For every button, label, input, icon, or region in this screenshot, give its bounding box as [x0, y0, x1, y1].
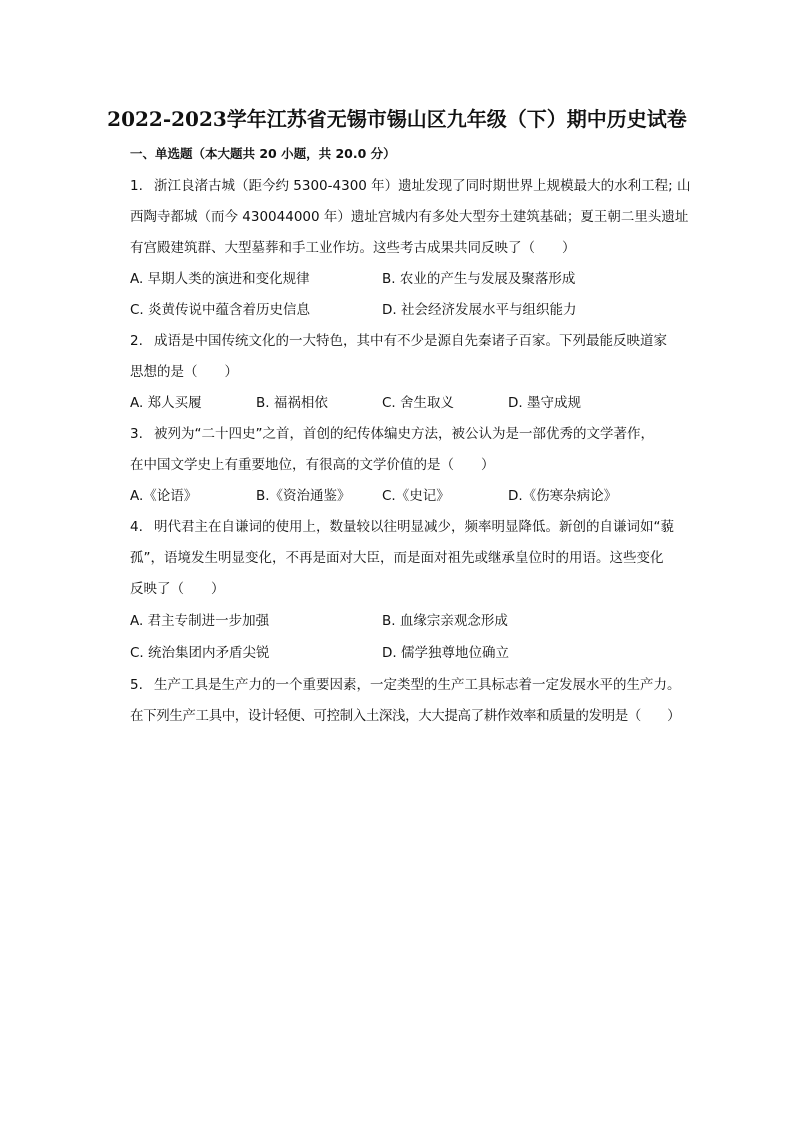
question-5-number: 5.: [130, 677, 143, 693]
question-2-option-d: D. 墨守成规: [508, 395, 581, 411]
question-3-line-2: 在中国文学史上有重要地位，有很高的文学价值的是（ ）: [130, 457, 495, 473]
question-3-line-1: 3. 被列为“二十四史”之首，首创的纪传体编史方法，被公认为是一部优秀的文学著作，: [130, 426, 654, 442]
question-2-number: 2.: [130, 333, 143, 349]
question-1-line-3: 有宫殿建筑群、大型墓葬和手工业作坊。这些考古成果共同反映了（ ）: [130, 240, 576, 256]
exam-title: 2022-2023学年江苏省无锡市锡山区九年级（下）期中历史试卷: [107, 107, 687, 131]
question-5-line-1: 5. 生产工具是生产力的一个重要因素，一定类型的生产工具标志着一定发展水平的生产力。: [130, 677, 681, 693]
question-3-option-b: B.《资治通鉴》: [256, 488, 351, 504]
question-3-option-a: A.《论语》: [130, 488, 198, 504]
question-1-option-c: C. 炎黄传说中蕴含着历史信息: [130, 302, 311, 318]
question-3-number: 3.: [130, 426, 143, 442]
question-4-number: 4.: [130, 519, 143, 535]
question-4-option-d: D. 儒学独尊地位确立: [382, 645, 509, 661]
question-2-option-c: C. 舍生取义: [382, 395, 455, 411]
question-4-line-3: 反映了（ ）: [130, 581, 225, 597]
question-2-line-1: 2. 成语是中国传统文化的一大特色，其中有不少是源自先秦诸子百家。下列最能反映道家: [130, 333, 667, 349]
question-2-line-2: 思想的是（ ）: [130, 364, 238, 380]
question-4-option-c: C. 统治集团内矛盾尖锐: [130, 645, 270, 661]
question-1-option-a: A. 早期人类的演进和变化规律: [130, 271, 310, 287]
question-1-option-b: B. 农业的产生与发展及聚落形成: [382, 271, 576, 287]
question-4-line-1: 4. 明代君主在自谦词的使用上，数量较以往明显减少，频率明显降低。新创的自谦词如“藐: [130, 519, 674, 535]
question-3-option-d: D.《伤寒杂病论》: [508, 488, 618, 504]
question-4-option-a: A. 君主专制进一步加强: [130, 613, 270, 629]
question-2-option-a: A. 郑人买履: [130, 395, 202, 411]
question-3-option-c: C.《史记》: [382, 488, 450, 504]
question-1-option-d: D. 社会经济发展水平与组织能力: [382, 302, 577, 318]
question-2-option-b: B. 福祸相依: [256, 395, 328, 411]
question-1-number: 1.: [130, 178, 143, 194]
section-heading: 一、单选题（本大题共 20 小题，共 20.0 分）: [130, 146, 396, 161]
question-1-line-1: 1. 浙江良渚古城（距今约 5300-4300 年）遗址发现了同时期世界上规模最大的水利工程; 山: [130, 178, 691, 194]
question-4-line-2: 孤”，语境发生明显变化，不再是面对大臣，而是面对祖先或继承皇位时的用语。这些变化: [130, 550, 664, 566]
question-5-line-2: 在下列生产工具中，设计轻便、可控制入土深浅，大大提高了耕作效率和质量的发明是（ ）: [130, 708, 681, 724]
question-1-line-2: 西陶寺都城（而今 430044000 年）遗址宫城内有多处大型夯土建筑基础；夏王朝二里头遗址: [130, 209, 689, 225]
question-4-option-b: B. 血缘宗亲观念形成: [382, 613, 508, 629]
